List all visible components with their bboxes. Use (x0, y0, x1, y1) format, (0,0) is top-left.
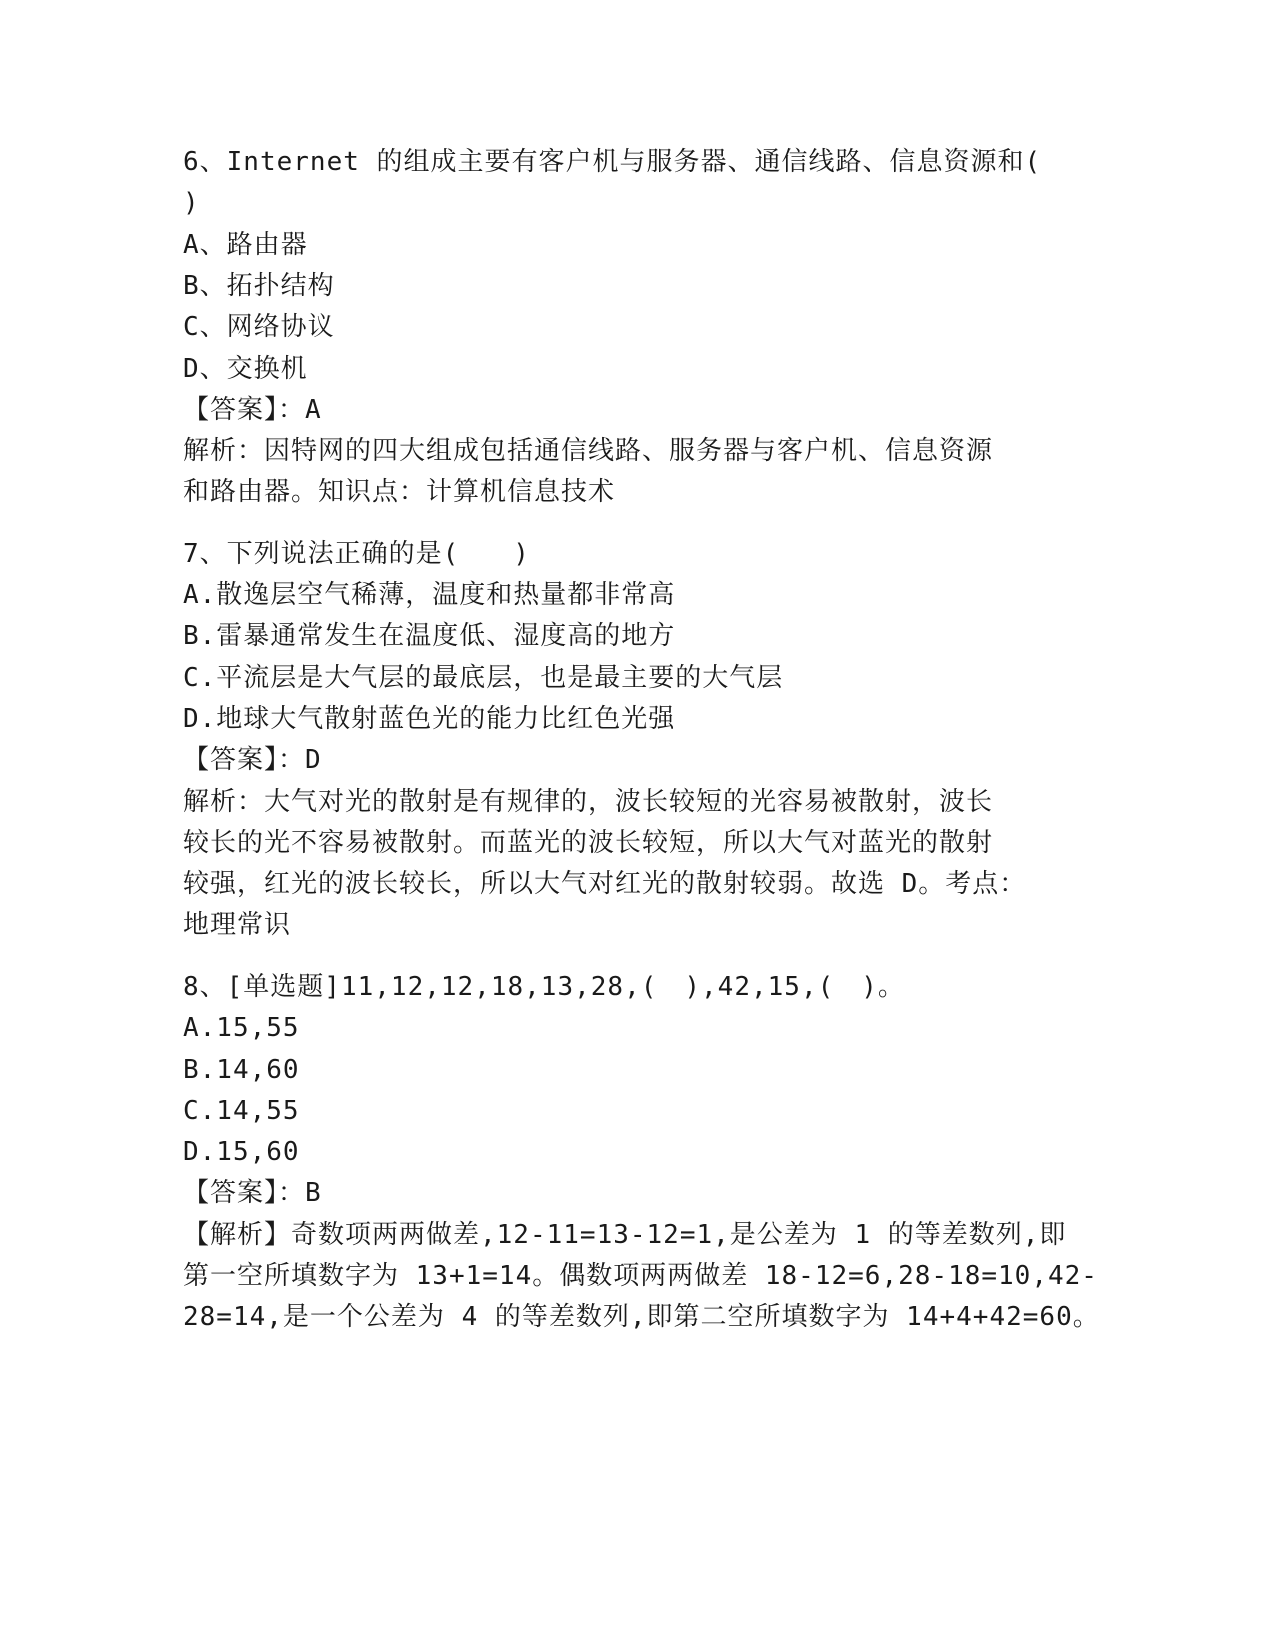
question-6-stem-line-1: 6、Internet 的组成主要有客户机与服务器、通信线路、信息资源和( (183, 147, 1042, 177)
question-7-option-c: C.平流层是大气层的最底层，也是最主要的大气层 (183, 663, 784, 693)
question-7-option-d: D.地球大气散射蓝色光的能力比红色光强 (183, 704, 676, 734)
question-7-stem: 7、下列说法正确的是( ) (183, 539, 530, 569)
question-8-option-c: C.14,55 (183, 1096, 300, 1126)
question-7-analysis-line-4: 地理常识 (183, 910, 292, 940)
question-6-option-d: D、交换机 (183, 354, 308, 384)
question-6-option-a: A、路由器 (183, 230, 308, 260)
question-7-analysis-line-1: 解析：大气对光的散射是有规律的，波长较短的光容易被散射，波长 (183, 787, 994, 817)
question-8-option-b: B.14,60 (183, 1055, 300, 1085)
question-6-stem-line-2: ) (183, 188, 200, 218)
question-8-answer: 【答案】：B (183, 1178, 322, 1208)
question-6-option-b: B、拓扑结构 (183, 271, 335, 301)
question-7-analysis-line-3: 较强，红光的波长较长，所以大气对红光的散射较弱。故选 D。考点： (183, 869, 1027, 899)
question-7-option-b: B.雷暴通常发生在温度低、湿度高的地方 (183, 621, 676, 651)
question-8-analysis-line-2: 第一空所填数字为 13+1=14。偶数项两两做差 18-12=6,28-18=10,42- (183, 1261, 1098, 1291)
question-6-option-c: C、网络协议 (183, 312, 335, 342)
question-6-analysis-line-1: 解析：因特网的四大组成包括通信线路、服务器与客户机、信息资源 (183, 436, 994, 466)
question-8-option-a: A.15,55 (183, 1013, 300, 1043)
question-8-stem: 8、[单选题]11,12,12,18,13,28,( ),42,15,( )。 (183, 972, 905, 1002)
question-7-option-a: A.散逸层空气稀薄，温度和热量都非常高 (183, 580, 676, 610)
question-6-answer: 【答案】：A (183, 395, 322, 425)
question-7-answer: 【答案】：D (183, 745, 322, 775)
question-6-analysis-line-2: 和路由器。知识点：计算机信息技术 (183, 477, 616, 507)
question-8-option-d: D.15,60 (183, 1137, 300, 1167)
question-7-analysis-line-2: 较长的光不容易被散射。而蓝光的波长较短，所以大气对蓝光的散射 (183, 828, 994, 858)
question-8-analysis-line-3: 28=14,是一个公差为 4 的等差数列,即第二空所填数字为 14+4+42=60。 (183, 1302, 1100, 1332)
question-8-analysis-line-1: 【解析】奇数项两两做差,12-11=13-12=1,是公差为 1 的等差数列,即 (183, 1220, 1067, 1250)
